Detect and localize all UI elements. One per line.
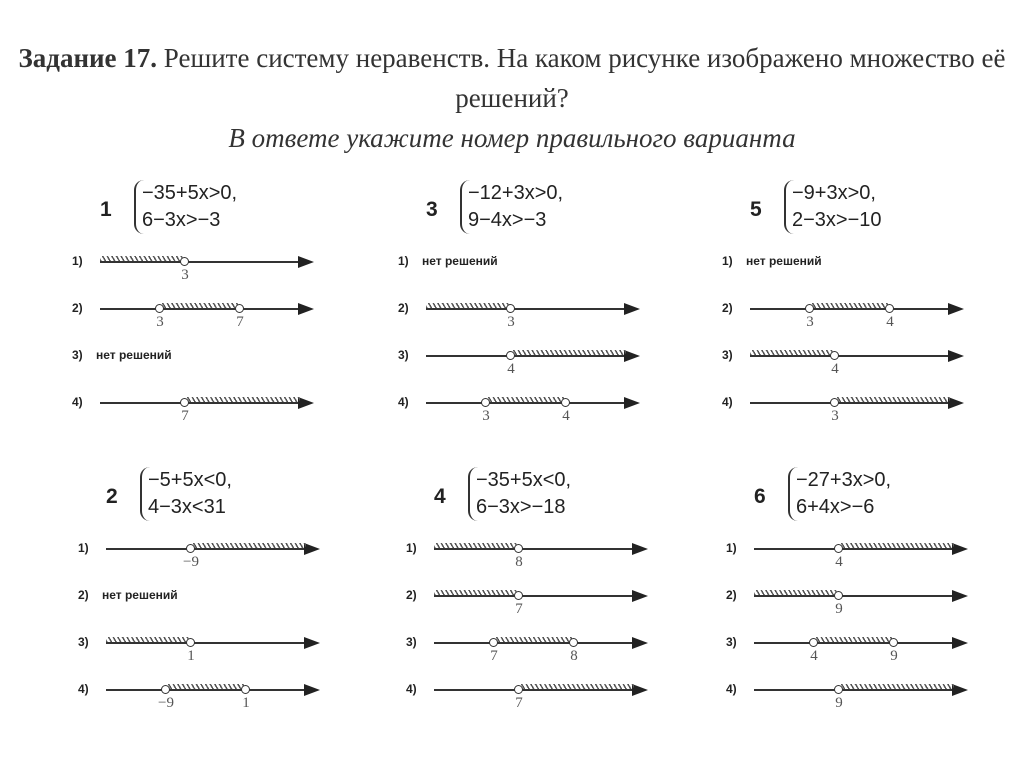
point-label: 4 — [507, 361, 515, 377]
task-header — [726, 465, 986, 535]
number-line — [750, 308, 950, 330]
inequality: −27+3x>0, — [796, 469, 892, 491]
arrow-icon — [948, 303, 964, 315]
answer-option — [398, 342, 658, 389]
arrow-icon — [952, 637, 968, 649]
number-line — [100, 261, 300, 283]
arrow-icon — [298, 256, 314, 268]
answer-option — [398, 295, 658, 342]
inequality-system — [784, 180, 882, 234]
open-point — [834, 591, 843, 600]
shaded-region — [511, 350, 626, 355]
point-label: 7 — [236, 314, 244, 330]
option-label: 3) — [726, 635, 737, 649]
answer-option — [406, 582, 666, 629]
shaded-region — [810, 303, 890, 308]
arrow-icon — [952, 684, 968, 696]
answer-option — [722, 248, 982, 295]
task-panel-1 — [72, 178, 332, 448]
shaded-region — [106, 637, 191, 642]
answer-option — [398, 248, 658, 295]
arrow-icon — [952, 590, 968, 602]
point-label: 1 — [187, 648, 195, 664]
inequality: 9−4x>−3 — [468, 209, 547, 231]
task-number: 1 — [100, 198, 112, 221]
arrow-icon — [298, 303, 314, 315]
answer-option — [72, 389, 332, 436]
task-header — [406, 465, 666, 535]
inequality: −9+3x>0, — [792, 182, 876, 204]
arrow-icon — [948, 350, 964, 362]
open-point — [830, 351, 839, 360]
number-line — [754, 689, 954, 711]
shaded-region — [519, 684, 634, 689]
task-panel-4 — [406, 465, 666, 735]
title-italic: В ответе укажите номер правильного варианта — [228, 123, 796, 153]
arrow-icon — [632, 684, 648, 696]
open-point — [889, 638, 898, 647]
option-label: 1) — [722, 254, 733, 268]
answer-option — [78, 535, 338, 582]
point-label: 7 — [490, 648, 498, 664]
option-label: 2) — [398, 301, 409, 315]
option-label: 4) — [406, 682, 417, 696]
answer-option — [722, 389, 982, 436]
arrow-icon — [624, 303, 640, 315]
no-solutions-text: нет решений — [746, 254, 822, 268]
arrow-icon — [624, 350, 640, 362]
task-panel-2 — [78, 465, 338, 735]
number-line — [750, 355, 950, 377]
number-line — [754, 642, 954, 664]
task-title — [0, 38, 1024, 158]
arrow-icon — [632, 637, 648, 649]
shaded-region — [814, 637, 894, 642]
option-label: 3) — [72, 348, 83, 362]
answer-option — [406, 676, 666, 723]
answer-option — [78, 676, 338, 723]
task-panel-5 — [722, 178, 982, 448]
number-line — [754, 548, 954, 570]
answer-option — [722, 342, 982, 389]
number-line — [754, 595, 954, 617]
inequality-system — [468, 467, 571, 521]
point-label: 8 — [515, 554, 523, 570]
option-label: 1) — [406, 541, 417, 555]
number-line — [426, 355, 626, 377]
point-label: 9 — [835, 601, 843, 617]
inequality: −12+3x>0, — [468, 182, 564, 204]
task-header — [722, 178, 982, 248]
open-point — [569, 638, 578, 647]
open-point — [834, 685, 843, 694]
no-solutions-text: нет решений — [96, 348, 172, 362]
point-label: 3 — [156, 314, 164, 330]
point-label: 3 — [831, 408, 839, 424]
answer-option — [726, 676, 986, 723]
shaded-region — [434, 543, 519, 548]
task-number: 2 — [106, 485, 118, 508]
option-label: 3) — [78, 635, 89, 649]
inequality-system — [140, 467, 232, 521]
open-point — [514, 685, 523, 694]
number-line — [434, 595, 634, 617]
task-number: 3 — [426, 198, 438, 221]
number-line — [100, 308, 300, 330]
open-point — [155, 304, 164, 313]
point-label: 4 — [810, 648, 818, 664]
shaded-region — [166, 684, 246, 689]
option-label: 2) — [722, 301, 733, 315]
answer-option — [78, 582, 338, 629]
arrow-icon — [304, 684, 320, 696]
shaded-region — [426, 303, 511, 308]
number-line — [106, 548, 306, 570]
answer-option — [406, 629, 666, 676]
point-label: 9 — [835, 695, 843, 711]
point-label: 4 — [886, 314, 894, 330]
inequality: 6−3x>−18 — [476, 496, 566, 518]
answer-option — [726, 629, 986, 676]
open-point — [809, 638, 818, 647]
shaded-region — [191, 543, 306, 548]
number-line — [426, 402, 626, 424]
open-point — [481, 398, 490, 407]
open-point — [514, 544, 523, 553]
shaded-region — [835, 397, 950, 402]
arrow-icon — [632, 590, 648, 602]
answer-option — [72, 248, 332, 295]
task-number: 6 — [754, 485, 766, 508]
shaded-region — [750, 350, 835, 355]
shaded-region — [100, 256, 185, 261]
task-number: 5 — [750, 198, 762, 221]
option-label: 3) — [722, 348, 733, 362]
number-line — [106, 642, 306, 664]
arrow-icon — [952, 543, 968, 555]
shaded-region — [185, 397, 300, 402]
inequality: 6+4x>−6 — [796, 496, 875, 518]
answer-option — [406, 535, 666, 582]
open-point — [830, 398, 839, 407]
no-solutions-text: нет решений — [422, 254, 498, 268]
point-label: 3 — [181, 267, 189, 283]
inequality: 4−3x<31 — [148, 496, 226, 518]
open-point — [180, 257, 189, 266]
arrow-icon — [304, 543, 320, 555]
option-label: 4) — [722, 395, 733, 409]
shaded-region — [839, 684, 954, 689]
inequality: −5+5x<0, — [148, 469, 232, 491]
open-point — [186, 544, 195, 553]
open-point — [506, 351, 515, 360]
inequality: −35+5x>0, — [142, 182, 238, 204]
shaded-region — [754, 590, 839, 595]
point-label: 3 — [806, 314, 814, 330]
answer-option — [726, 582, 986, 629]
task-panel-6 — [726, 465, 986, 735]
answer-option — [398, 389, 658, 436]
option-label: 1) — [72, 254, 83, 268]
open-point — [885, 304, 894, 313]
number-line — [434, 642, 634, 664]
number-line — [426, 308, 626, 330]
open-point — [514, 591, 523, 600]
shaded-region — [486, 397, 566, 402]
title-text: Решите систему неравенств. На каком рисунке изображено множество её решений? — [157, 43, 1006, 113]
answer-option — [72, 295, 332, 342]
option-label: 1) — [726, 541, 737, 555]
open-point — [506, 304, 515, 313]
open-point — [834, 544, 843, 553]
answer-option — [78, 629, 338, 676]
arrow-icon — [632, 543, 648, 555]
point-label: 8 — [570, 648, 578, 664]
inequality-system — [460, 180, 563, 234]
number-line — [434, 689, 634, 711]
open-point — [161, 685, 170, 694]
inequality-system — [788, 467, 891, 521]
open-point — [186, 638, 195, 647]
option-label: 2) — [406, 588, 417, 602]
option-label: 4) — [72, 395, 83, 409]
answer-option — [72, 342, 332, 389]
open-point — [489, 638, 498, 647]
open-point — [561, 398, 570, 407]
option-label: 4) — [726, 682, 737, 696]
point-label: 4 — [835, 554, 843, 570]
answer-option — [726, 535, 986, 582]
point-label: 9 — [890, 648, 898, 664]
inequality: −35+5x<0, — [476, 469, 572, 491]
task-header — [398, 178, 658, 248]
point-label: 3 — [482, 408, 490, 424]
option-label: 4) — [78, 682, 89, 696]
arrow-icon — [948, 397, 964, 409]
option-label: 2) — [72, 301, 83, 315]
shaded-region — [494, 637, 574, 642]
open-point — [241, 685, 250, 694]
option-label: 2) — [78, 588, 89, 602]
answer-option — [722, 295, 982, 342]
task-panel-3 — [398, 178, 658, 448]
title-bold: Задание 17. — [18, 43, 158, 73]
option-label: 1) — [78, 541, 89, 555]
option-label: 1) — [398, 254, 409, 268]
option-label: 3) — [398, 348, 409, 362]
point-label: −9 — [183, 554, 199, 570]
inequality: 6−3x>−3 — [142, 209, 221, 231]
open-point — [235, 304, 244, 313]
task-header — [72, 178, 332, 248]
point-label: 4 — [562, 408, 570, 424]
option-label: 2) — [726, 588, 737, 602]
arrow-icon — [624, 397, 640, 409]
shaded-region — [434, 590, 519, 595]
point-label: 1 — [242, 695, 250, 711]
inequality: 2−3x>−10 — [792, 209, 882, 231]
shaded-region — [160, 303, 240, 308]
open-point — [180, 398, 189, 407]
open-point — [805, 304, 814, 313]
task-number: 4 — [434, 485, 446, 508]
number-line — [106, 689, 306, 711]
point-label: 7 — [515, 695, 523, 711]
arrow-icon — [298, 397, 314, 409]
number-line — [434, 548, 634, 570]
number-line — [750, 402, 950, 424]
arrow-icon — [304, 637, 320, 649]
option-label: 3) — [406, 635, 417, 649]
point-label: −9 — [158, 695, 174, 711]
shaded-region — [839, 543, 954, 548]
number-line — [100, 402, 300, 424]
point-label: 4 — [831, 361, 839, 377]
point-label: 7 — [181, 408, 189, 424]
point-label: 7 — [515, 601, 523, 617]
option-label: 4) — [398, 395, 409, 409]
point-label: 3 — [507, 314, 515, 330]
task-header — [78, 465, 338, 535]
no-solutions-text: нет решений — [102, 588, 178, 602]
inequality-system — [134, 180, 237, 234]
